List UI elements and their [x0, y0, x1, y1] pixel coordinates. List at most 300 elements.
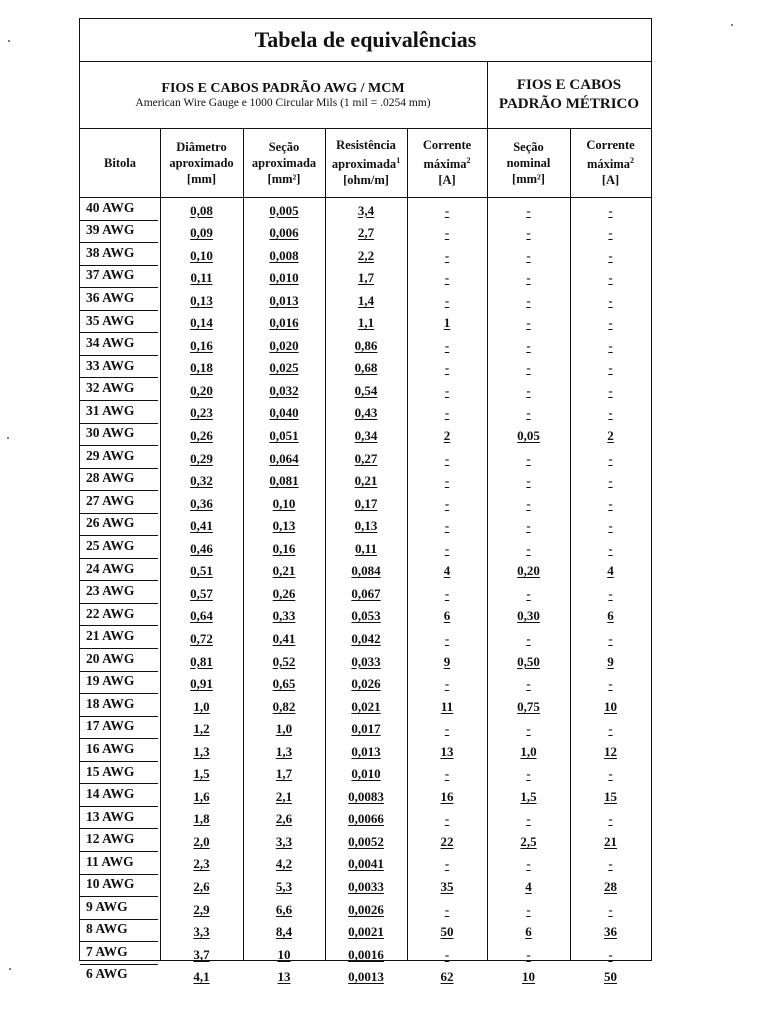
cell-text: - — [608, 473, 613, 489]
value-cell — [243, 423, 325, 446]
cell-text: 0,20 — [190, 382, 213, 398]
value-cell — [160, 265, 243, 288]
value-cell — [487, 783, 570, 806]
cell-text: 2 — [607, 428, 614, 443]
row-divider — [80, 761, 158, 762]
value-cell — [243, 783, 325, 806]
value-cell — [487, 580, 570, 603]
cell-text: - — [444, 202, 450, 218]
value-cell — [325, 423, 407, 446]
row-divider — [80, 490, 158, 491]
value-cell — [570, 535, 651, 558]
row-divider — [80, 468, 158, 469]
table-row — [80, 377, 651, 400]
row-divider — [80, 625, 158, 626]
table-row — [80, 400, 651, 423]
table-row — [80, 332, 651, 355]
gauge-cell — [80, 919, 160, 942]
cell-text: 0,16 — [190, 337, 213, 353]
value-cell — [407, 761, 487, 784]
value-cell — [325, 896, 407, 919]
value-cell — [570, 648, 651, 671]
value-cell — [243, 242, 325, 265]
cell-text: 1,5 — [520, 788, 537, 804]
column-header — [407, 128, 487, 197]
row-divider — [80, 265, 158, 266]
cell-text: 10 — [604, 698, 617, 714]
value-cell — [160, 919, 243, 942]
value-cell — [487, 220, 570, 243]
cell-text: 9 AWG — [86, 898, 128, 914]
cell-text: 0,82 — [272, 698, 296, 714]
value-cell — [243, 580, 325, 603]
value-cell — [487, 558, 570, 581]
value-cell — [487, 535, 570, 558]
value-cell — [325, 828, 407, 851]
column-header-line: Diâmetro — [176, 139, 227, 154]
cell-text: 0,46 — [190, 540, 213, 556]
cell-text: 0,14 — [190, 315, 213, 331]
value-cell — [407, 265, 487, 288]
cell-text: - — [526, 721, 531, 737]
value-cell — [325, 738, 407, 761]
value-cell — [160, 716, 243, 739]
table-row — [80, 513, 651, 536]
gauge-cell — [80, 265, 160, 288]
cell-text: 35 — [440, 879, 454, 894]
row-divider — [80, 287, 158, 288]
awg-group-header — [80, 61, 486, 128]
cell-text: 2,1 — [275, 788, 293, 804]
gauge-cell — [80, 445, 160, 468]
cell-text: - — [526, 766, 531, 782]
value-cell — [243, 490, 325, 513]
value-cell — [570, 400, 651, 423]
cell-text: 0,0021 — [348, 924, 384, 940]
cell-text: 1,2 — [193, 721, 210, 737]
value-cell — [160, 220, 243, 243]
value-cell — [487, 490, 570, 513]
row-divider — [80, 400, 158, 401]
cell-text: - — [526, 856, 531, 872]
value-cell — [243, 332, 325, 355]
column-header-line: aproximada — [251, 155, 317, 170]
cell-text: 2,0 — [193, 833, 210, 849]
value-cell — [325, 671, 407, 694]
row-divider — [80, 332, 158, 333]
value-cell — [407, 513, 487, 536]
cell-text: - — [526, 270, 531, 286]
cell-text: - — [444, 540, 450, 556]
metric-group-title-line2: PADRÃO MÉTRICO — [498, 95, 640, 112]
cell-text: 21 — [604, 833, 617, 849]
cell-text: 0,13 — [190, 292, 213, 308]
cell-text: - — [526, 630, 531, 646]
cell-text: 0,26 — [272, 585, 296, 601]
column-header-line: Corrente — [586, 137, 635, 152]
cell-text: 1 — [443, 315, 451, 331]
value-cell — [243, 716, 325, 739]
cell-text: 1,5 — [193, 766, 210, 782]
column-header — [487, 128, 570, 197]
awg-group-title: FIOS E CABOS PADRÃO AWG / MCM — [161, 80, 405, 96]
cell-text: 7 AWG — [86, 943, 128, 959]
gauge-cell — [80, 941, 160, 964]
cell-text: 50 — [604, 969, 617, 985]
row-divider — [80, 851, 158, 852]
cell-text: 0,54 — [354, 382, 378, 398]
row-divider — [80, 693, 158, 694]
value-cell — [407, 377, 487, 400]
value-cell — [570, 242, 651, 265]
value-cell — [325, 332, 407, 355]
value-cell — [407, 423, 487, 446]
row-divider — [80, 535, 158, 536]
value-cell — [243, 197, 325, 220]
cell-text: 2,6 — [275, 811, 293, 827]
cell-text: 14 AWG — [86, 786, 135, 802]
cell-text: 0,05 — [517, 428, 540, 443]
value-cell — [243, 625, 325, 648]
cell-text: - — [526, 292, 531, 308]
cell-text: 4 — [607, 563, 614, 579]
footnote-marker: 2 — [466, 155, 471, 165]
value-cell — [243, 468, 325, 491]
value-cell — [487, 716, 570, 739]
cell-text: - — [608, 676, 613, 692]
value-cell — [325, 355, 407, 378]
cell-text: - — [608, 360, 613, 376]
cell-text: 0,16 — [272, 540, 296, 556]
value-cell — [325, 445, 407, 468]
cell-text: - — [444, 450, 450, 466]
footnote-marker: 2 — [630, 155, 635, 165]
cell-text: - — [526, 315, 531, 331]
gauge-cell — [80, 648, 160, 671]
row-divider — [80, 242, 158, 243]
cell-text: - — [526, 450, 531, 466]
value-cell — [160, 625, 243, 648]
cell-text: 12 AWG — [86, 831, 135, 847]
cell-text: - — [444, 247, 450, 263]
cell-text: - — [444, 946, 450, 962]
value-cell — [487, 355, 570, 378]
cell-text: 0,0016 — [348, 946, 384, 962]
value-cell — [487, 287, 570, 310]
row-divider — [80, 355, 158, 356]
cell-text: 0,064 — [269, 450, 299, 466]
footnote-marker: 1 — [396, 155, 401, 165]
gauge-cell — [80, 197, 160, 220]
cell-text: 1,6 — [193, 788, 210, 804]
cell-text: 0,57 — [190, 585, 213, 601]
column-divider — [160, 128, 161, 960]
cell-text: 0,013 — [351, 743, 381, 759]
value-cell — [487, 828, 570, 851]
value-cell — [570, 558, 651, 581]
value-cell — [570, 197, 651, 220]
cell-text: 10 — [522, 969, 535, 985]
cell-text: 9 — [607, 653, 614, 669]
value-cell — [243, 377, 325, 400]
value-cell — [407, 625, 487, 648]
cell-text: - — [444, 382, 450, 398]
table-row — [80, 535, 651, 558]
cell-text: 9 — [443, 653, 451, 669]
value-cell — [570, 603, 651, 626]
gauge-cell — [80, 783, 160, 806]
gauge-cell — [80, 671, 160, 694]
column-divider — [570, 128, 571, 960]
cell-text: 39 AWG — [86, 222, 135, 238]
gauge-cell — [80, 490, 160, 513]
value-cell — [243, 761, 325, 784]
value-cell — [407, 242, 487, 265]
value-cell — [325, 287, 407, 310]
table-row — [80, 445, 651, 468]
cell-text: 3,3 — [193, 924, 210, 940]
cell-text: - — [608, 721, 613, 737]
cell-text: 0,0083 — [348, 788, 384, 804]
gauge-cell — [80, 287, 160, 310]
table-row — [80, 783, 651, 806]
cell-text: - — [608, 292, 613, 308]
cell-text: 15 — [604, 788, 617, 804]
value-cell — [487, 332, 570, 355]
value-cell — [570, 851, 651, 874]
cell-text: - — [608, 315, 613, 331]
value-cell — [325, 874, 407, 897]
cell-text: 0,0041 — [348, 856, 384, 872]
cell-text: 15 AWG — [86, 763, 135, 779]
cell-text: - — [526, 360, 531, 376]
cell-text: 2,2 — [357, 247, 375, 263]
cell-text: 1,7 — [275, 766, 293, 782]
row-divider — [80, 220, 158, 221]
gauge-cell — [80, 851, 160, 874]
column-header — [243, 128, 325, 197]
cell-text: 0,042 — [351, 630, 381, 646]
cell-text: 0,13 — [354, 518, 378, 534]
cell-text: - — [608, 225, 613, 241]
cell-text: - — [444, 360, 450, 376]
value-cell — [325, 648, 407, 671]
cell-text: 4 — [525, 879, 532, 894]
value-cell — [487, 310, 570, 333]
cell-text: 11 — [440, 698, 454, 714]
column-header-line: [ohm/m] — [343, 173, 389, 188]
value-cell — [243, 964, 325, 987]
cell-text: 6 AWG — [86, 966, 128, 982]
value-cell — [160, 377, 243, 400]
value-cell — [487, 468, 570, 491]
column-header-line: Bitola — [104, 155, 136, 170]
table-row — [80, 603, 651, 626]
value-cell — [243, 919, 325, 942]
value-cell — [325, 716, 407, 739]
value-cell — [160, 400, 243, 423]
cell-text: 0,21 — [354, 473, 378, 489]
value-cell — [570, 287, 651, 310]
cell-text: 1,0 — [275, 721, 293, 737]
cell-text: - — [444, 811, 450, 827]
value-cell — [570, 445, 651, 468]
row-divider — [80, 603, 158, 604]
cell-text: 0,86 — [354, 337, 378, 353]
cell-text: - — [444, 630, 450, 646]
row-divider — [80, 580, 158, 581]
value-cell — [407, 197, 487, 220]
value-cell — [570, 716, 651, 739]
value-cell — [487, 242, 570, 265]
value-cell — [570, 423, 651, 446]
value-cell — [243, 874, 325, 897]
value-cell — [243, 287, 325, 310]
table-row — [80, 671, 651, 694]
value-cell — [487, 445, 570, 468]
row-divider — [80, 806, 158, 807]
cell-text: 0,68 — [354, 360, 378, 376]
cell-text: 0,43 — [354, 405, 378, 421]
cell-text: 0,81 — [190, 653, 213, 669]
table-row — [80, 490, 651, 513]
value-cell — [487, 896, 570, 919]
cell-text: 0,006 — [269, 225, 299, 241]
value-cell — [407, 874, 487, 897]
cell-text: 0,020 — [269, 337, 299, 353]
cell-text: - — [608, 540, 613, 556]
value-cell — [487, 761, 570, 784]
cell-text: 0,20 — [517, 563, 540, 579]
value-cell — [570, 468, 651, 491]
value-cell — [570, 806, 651, 829]
cell-text: 1,0 — [520, 743, 537, 759]
row-divider — [80, 783, 158, 784]
row-divider — [80, 716, 158, 717]
cell-text: 16 — [440, 788, 454, 804]
cell-text: 13 — [440, 743, 454, 759]
value-cell — [160, 964, 243, 987]
table-row — [80, 964, 651, 987]
gauge-cell — [80, 377, 160, 400]
cell-text: 0,27 — [354, 450, 378, 466]
cell-text: 0,75 — [517, 698, 540, 714]
cell-text: 0,084 — [351, 563, 381, 579]
gauge-cell — [80, 693, 160, 716]
cell-text: 0,0013 — [348, 969, 384, 985]
value-cell — [160, 535, 243, 558]
column-header — [80, 128, 160, 197]
value-cell — [160, 355, 243, 378]
cell-text: 0,025 — [269, 360, 299, 376]
value-cell — [407, 648, 487, 671]
column-divider — [487, 61, 488, 960]
value-cell — [570, 693, 651, 716]
value-cell — [160, 603, 243, 626]
value-cell — [407, 310, 487, 333]
value-cell — [160, 806, 243, 829]
column-header-line: [mm²] — [512, 171, 545, 186]
value-cell — [160, 445, 243, 468]
cell-text: 3,7 — [193, 946, 210, 962]
value-cell — [487, 874, 570, 897]
cell-text: 0,34 — [354, 428, 378, 443]
column-header-line — [423, 153, 470, 172]
cell-text: 34 AWG — [86, 335, 135, 351]
cell-text: 0,51 — [190, 563, 213, 579]
value-cell — [243, 941, 325, 964]
gauge-cell — [80, 332, 160, 355]
table-row — [80, 355, 651, 378]
table-row — [80, 310, 651, 333]
value-cell — [570, 941, 651, 964]
cell-text: 1,4 — [357, 292, 375, 308]
value-cell — [160, 287, 243, 310]
value-cell — [407, 716, 487, 739]
value-cell — [325, 919, 407, 942]
column-header-text: aproximada — [331, 157, 397, 172]
gauge-cell — [80, 310, 160, 333]
cell-text: 33 AWG — [86, 357, 135, 373]
column-header-line: [mm²] — [267, 171, 301, 186]
value-cell — [407, 693, 487, 716]
value-cell — [487, 738, 570, 761]
cell-text: 0,033 — [351, 653, 381, 669]
cell-text: - — [526, 337, 531, 353]
table-row — [80, 468, 651, 491]
cell-text: - — [608, 202, 613, 218]
value-cell — [407, 220, 487, 243]
value-cell — [487, 693, 570, 716]
value-cell — [160, 783, 243, 806]
table-row — [80, 648, 651, 671]
value-cell — [487, 513, 570, 536]
value-cell — [243, 400, 325, 423]
value-cell — [325, 535, 407, 558]
cell-text: 16 AWG — [86, 740, 135, 756]
table-row — [80, 693, 651, 716]
gauge-cell — [80, 400, 160, 423]
value-cell — [570, 738, 651, 761]
value-cell — [407, 941, 487, 964]
column-header-line: Seção — [268, 139, 300, 154]
cell-text: 6 — [607, 608, 614, 624]
cell-text: - — [608, 585, 613, 601]
cell-text: 10 — [277, 946, 291, 962]
value-cell — [325, 603, 407, 626]
column-divider — [243, 128, 244, 960]
value-cell — [487, 197, 570, 220]
value-cell — [325, 468, 407, 491]
cell-text: 0,13 — [272, 518, 296, 534]
table-row — [80, 558, 651, 581]
value-cell — [243, 558, 325, 581]
value-cell — [407, 445, 487, 468]
value-cell — [407, 603, 487, 626]
cell-text: 0,067 — [351, 585, 381, 601]
cell-text: 32 AWG — [86, 380, 135, 396]
cell-text: 12 — [604, 743, 617, 759]
value-cell — [325, 693, 407, 716]
cell-text: - — [608, 811, 613, 827]
gauge-cell — [80, 355, 160, 378]
cell-text: 0,010 — [351, 766, 381, 782]
row-divider — [80, 874, 158, 875]
value-cell — [160, 197, 243, 220]
table-row — [80, 265, 651, 288]
table-row — [80, 919, 651, 942]
value-cell — [325, 490, 407, 513]
